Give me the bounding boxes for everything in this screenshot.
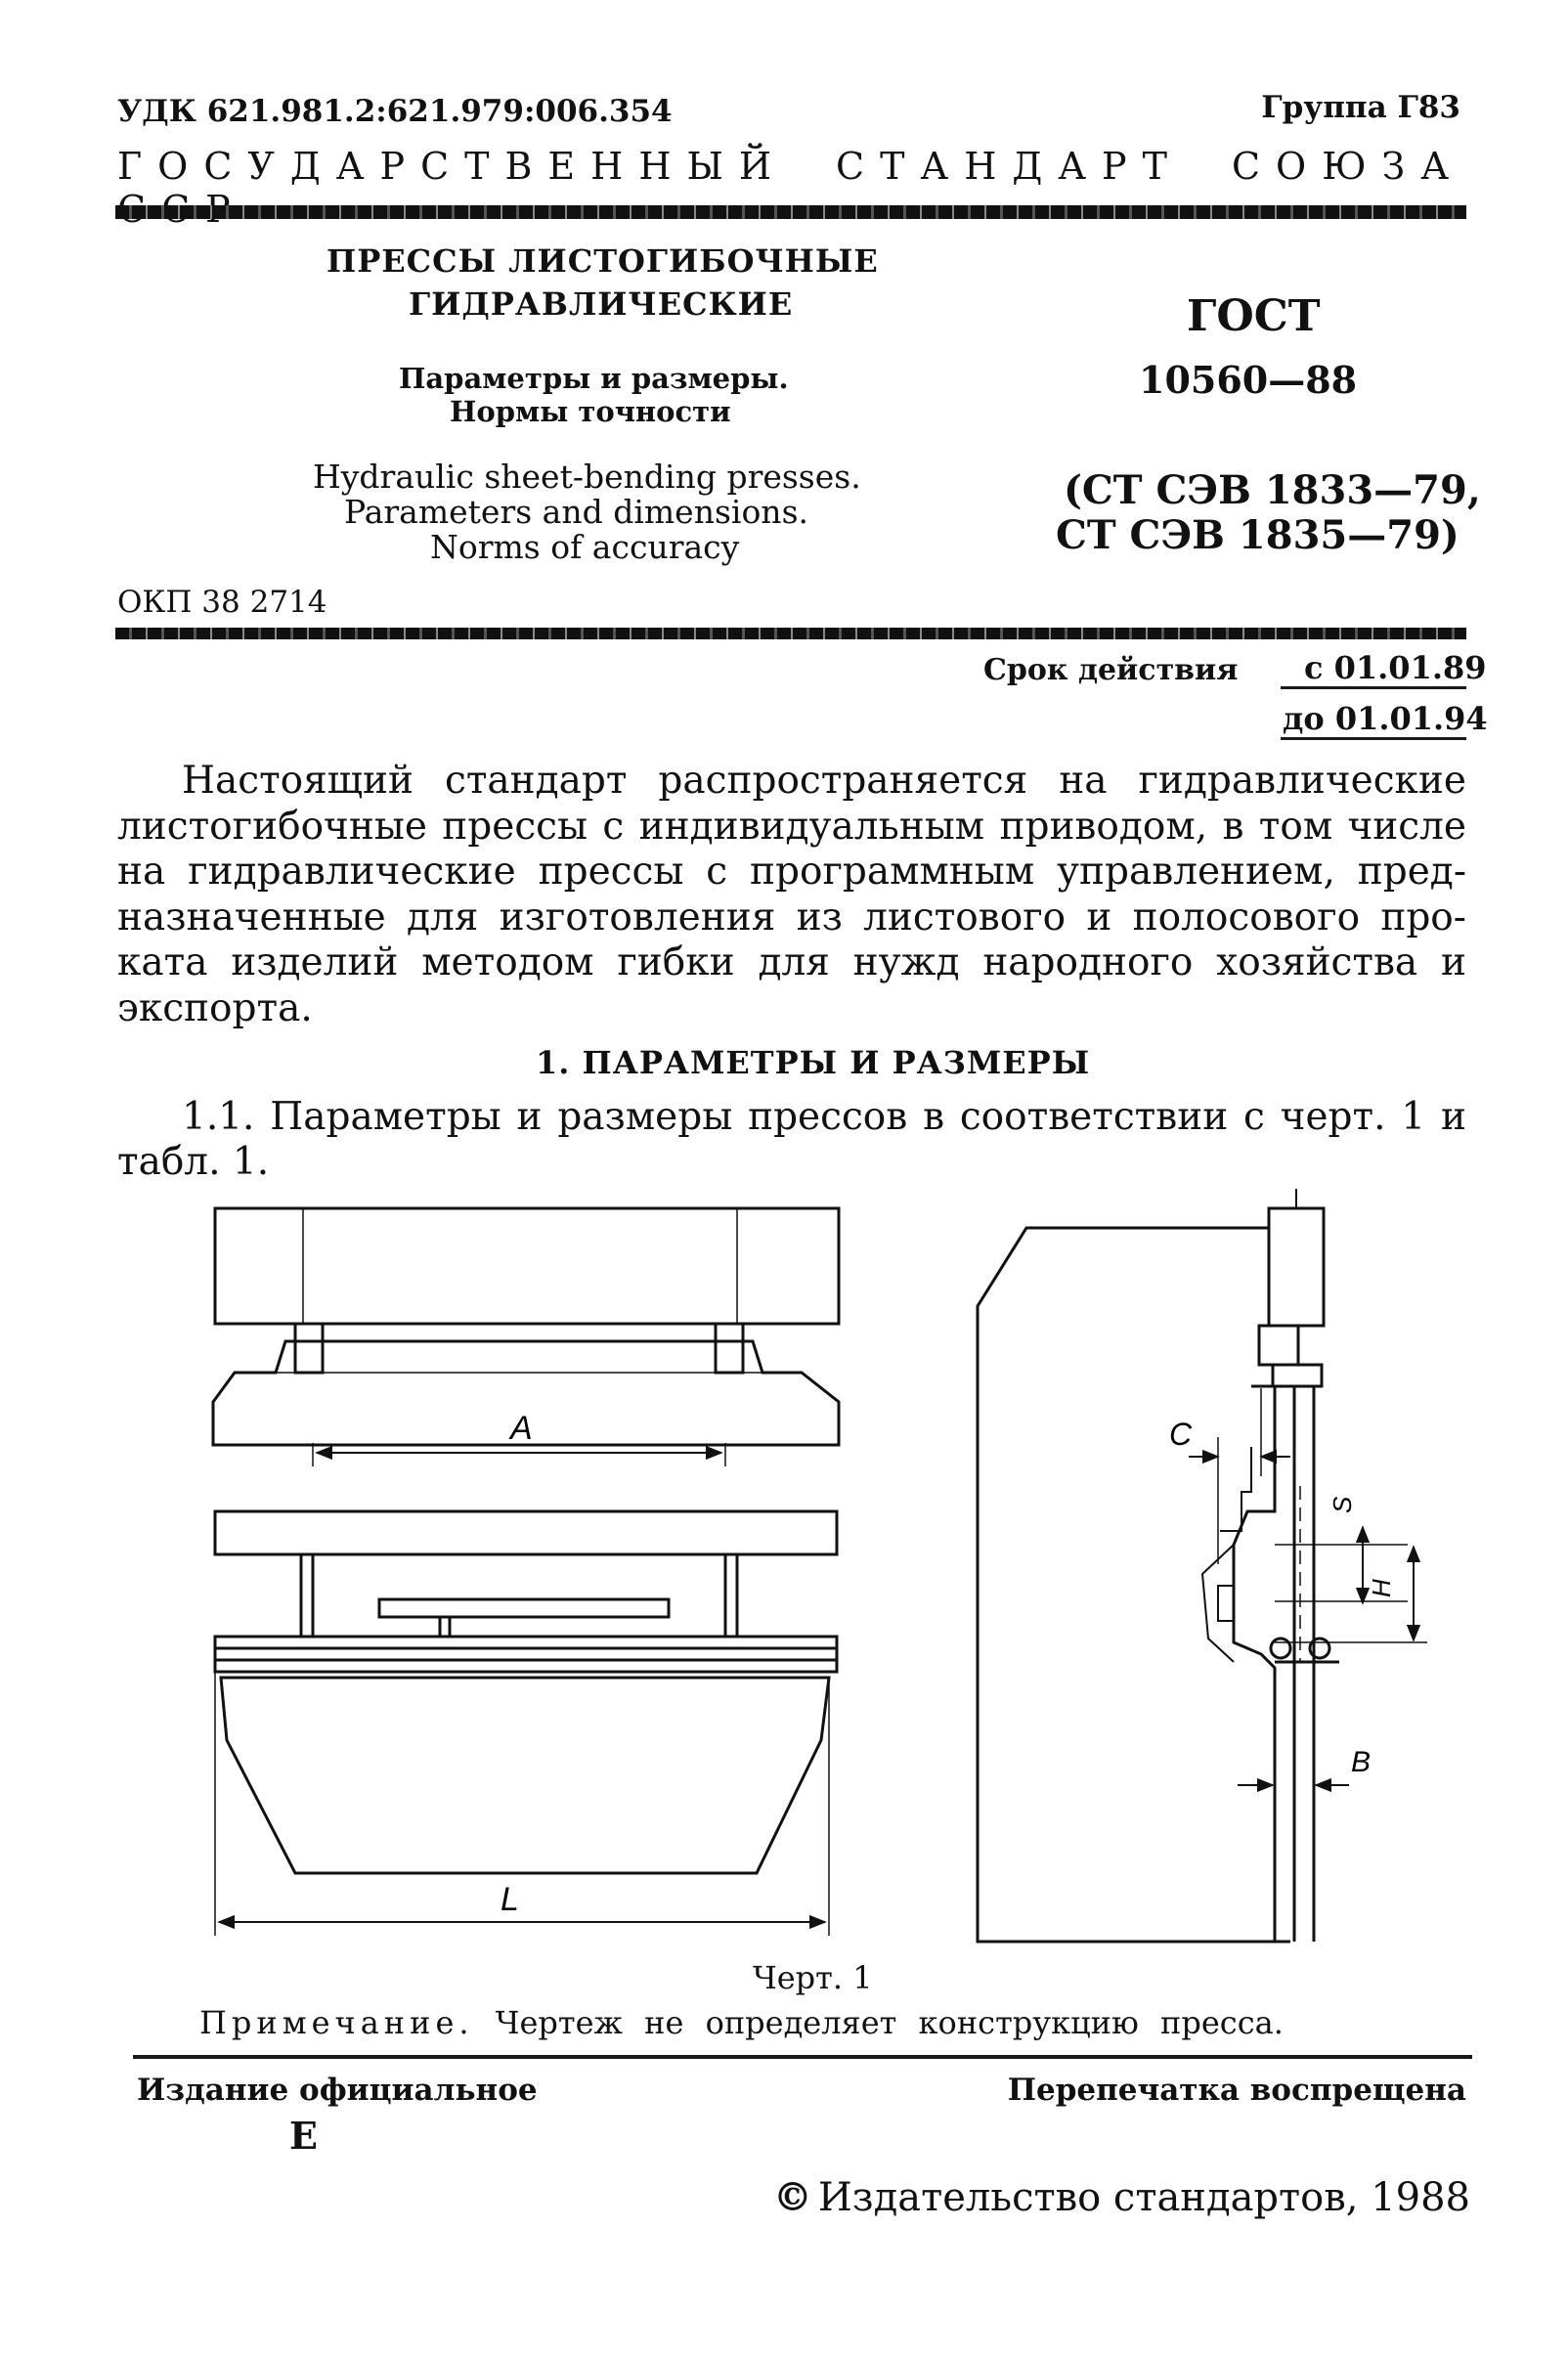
label-h: H <box>1367 1579 1396 1597</box>
footer-rule <box>133 2055 1472 2059</box>
english-title-line-1: Hydraulic sheet-bending presses. <box>313 458 861 496</box>
copyright-line <box>773 2174 1470 2220</box>
front-ram <box>215 1511 837 1554</box>
intro-line-2: листогибочные прессы с индивидуальным приводом, в том числе <box>117 804 1466 849</box>
section-heading: 1. ПАРАМЕТРЫ И РАЗМЕРЫ <box>536 1044 1091 1081</box>
side-cylinder <box>1269 1208 1324 1326</box>
label-b: B <box>1351 1746 1372 1778</box>
para-1-1-line-1: 1.1. Параметры и размеры прессов в соответствии с черт. 1 и <box>182 1095 1466 1139</box>
st-sev-line-1: (СТ СЭВ 1833—79, <box>1064 467 1481 513</box>
subtitle-line-1: Параметры и размеры. <box>399 362 789 395</box>
label-s: S <box>1328 1496 1357 1513</box>
okp-code: ОКП 38 2714 <box>117 585 327 620</box>
intro-line-4: назначенные для изготовления из листового и полосового про- <box>117 895 1466 939</box>
english-title-line-2: Parameters and dimensions. <box>344 493 808 531</box>
front-top-beam <box>215 1208 839 1324</box>
front-die <box>379 1599 669 1617</box>
validity-label: Срок действия <box>983 653 1239 687</box>
label-l: L <box>501 1881 519 1918</box>
side-ram <box>1234 1386 1275 1942</box>
intro-line-6: экспорта. <box>117 985 313 1030</box>
side-frame <box>978 1228 1290 1942</box>
front-left-rod <box>295 1324 323 1373</box>
state-standard-banner: ГОСУДАРСТВЕННЫЙ СТАНДАРТ СОЮЗА <box>117 145 1464 188</box>
validity-to: до 01.01.94 <box>1283 700 1488 737</box>
copyright-icon: © <box>772 2174 812 2220</box>
gost-label: ГОСТ <box>1187 291 1321 341</box>
label-a: A <box>510 1410 533 1447</box>
title-line-2: ГИДРАВЛИЧЕСКИЕ <box>409 285 794 323</box>
udk-code: УДК 621.981.2:621.979:006.354 <box>117 94 673 129</box>
edition-label: Издание официальное <box>137 2073 538 2108</box>
st-sev-line-2: СТ СЭВ 1835—79) <box>1056 512 1459 558</box>
group-code: Группа Г83 <box>1261 90 1460 125</box>
front-base <box>221 1678 829 1873</box>
copyright-text: Издательство стандартов, 1988 <box>817 2175 1470 2220</box>
drawing-note <box>199 2004 1284 2041</box>
subtitle-line-2: Нормы точности <box>450 395 731 428</box>
intro-line-1: Настоящий стандарт распространяется на гидравлические <box>182 759 1466 803</box>
validity-from: с 01.01.89 <box>1304 649 1487 686</box>
front-right-rod <box>716 1324 743 1373</box>
english-title-line-3: Norms of accuracy <box>430 528 740 566</box>
intro-line-5: ката изделий методом гибки для нужд народного хозяйства и <box>117 940 1466 984</box>
note-word: Примечание. <box>199 2004 474 2041</box>
label-c: C <box>1169 1417 1193 1452</box>
drawing-caption: Черт. 1 <box>753 1959 873 1996</box>
reprint-notice: Перепечатка воспрещена <box>1007 2073 1466 2108</box>
intro-line-3: на гидравлические прессы с программным управлением, пред- <box>117 850 1466 894</box>
gost-number: 10560—88 <box>1139 358 1358 402</box>
para-1-1-line-2: табл. 1. <box>117 1140 270 1184</box>
edition-letter: Е <box>289 2114 318 2158</box>
title-line-1: ПРЕССЫ ЛИСТОГИБОЧНЫЕ <box>327 242 879 280</box>
note-text: Чертеж не определяет конструкцию пресса. <box>495 2004 1284 2041</box>
